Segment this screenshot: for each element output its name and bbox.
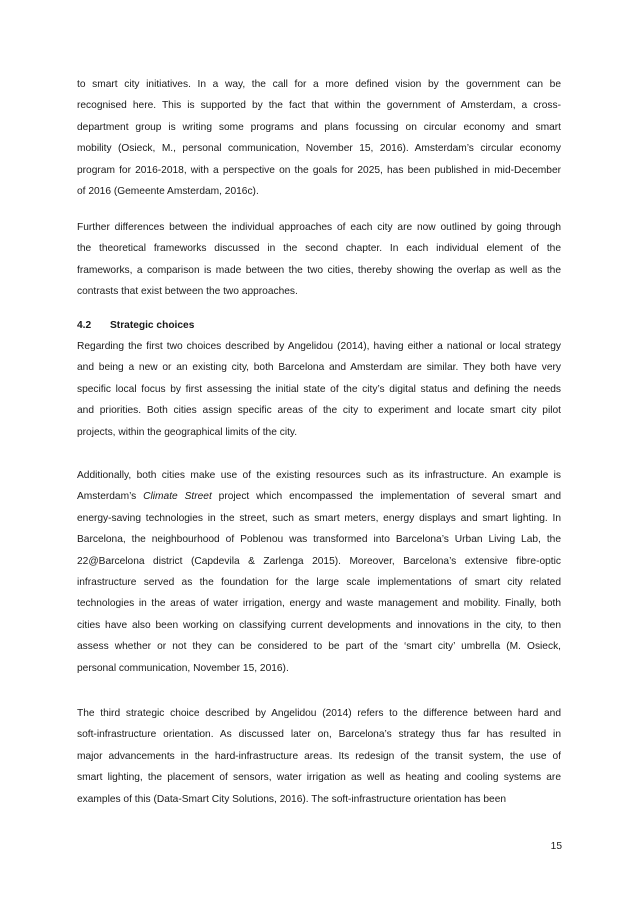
text-line: specific local focus by first assessing the initial state of the city’s digital status and defining the needs	[77, 383, 561, 395]
text-line: frameworks, a comparison is made between the two cities, thereby showing the overlap as well as the	[77, 264, 561, 276]
text-line: of 2016 (Gemeente Amsterdam, 2016c).	[77, 185, 259, 197]
text-line: soft-infrastructure orientation. As discussed later on, Barcelona’s strategy thus far has resulted in	[77, 729, 561, 741]
text-line: Regarding the first two choices described by Angelidou (2014), having either a national or local strategy	[77, 341, 561, 352]
text-line: personal communication, November 15, 2016).	[77, 662, 289, 674]
paragraph	[77, 703, 561, 810]
paragraph	[77, 74, 561, 202]
text-line: smart lighting, the placement of sensors, water irrigation as well as heating and cooling systems are	[77, 772, 561, 784]
text-line: Additionally, both cities make use of the existing resources such as its infrastructure. An example is	[77, 470, 561, 481]
text-line: technologies in the areas of water irrigation, energy and waste management and mobility. Finally, both	[77, 598, 561, 610]
text-line: assess whether or not they can be considered to be part of the ‘smart city’ umbrella (M. Osieck,	[77, 641, 561, 653]
text-line: 22@Barcelona district (Capdevila & Zarlenga 2015). Moreover, Barcelona’s extensive fibre-optic	[77, 555, 561, 567]
section-number: 4.2	[77, 320, 92, 331]
text-line: projects, within the geographical limits of the city.	[77, 426, 298, 438]
section-heading	[77, 315, 194, 336]
text-line: Barcelona, the neighbourhood of Poblenou was transformed into Barcelona’s Urban Living Lab, the	[77, 534, 561, 546]
text-line: energy-saving technologies in the street, such as smart meters, energy displays and smart lighting. In	[77, 512, 561, 524]
text-line: department group is writing some programs and plans focussing on circular economy and smart	[77, 121, 561, 133]
text-line: to smart city initiatives. In a way, the call for a more defined vision by the government can be	[77, 79, 561, 90]
paragraph	[77, 217, 561, 303]
text-line: recognised here. This is supported by the fact that within the government of Amsterdam, a cross-	[77, 100, 561, 112]
text-line: and being a new or an existing city, both Barcelona and Amsterdam are similar. They both have very	[77, 362, 561, 374]
paragraph	[77, 465, 561, 679]
paragraph	[77, 336, 561, 443]
text-line: the theoretical frameworks discussed in the second chapter. In each individual element of the	[77, 243, 561, 255]
text-line: Amsterdam’s Climate Street project which encompassed the implementation of several smart and	[77, 491, 561, 503]
page-number: 15	[550, 841, 562, 852]
text-line: examples of this (Data-Smart City Solutions, 2016). The soft-infrastructure orientation has been	[77, 793, 507, 805]
text-line: mobility (Osieck, M., personal communication, November 15, 2016). Amsterdam’s circular economy	[77, 143, 561, 155]
text-line: contrasts that exist between the two approaches.	[77, 286, 298, 298]
text-line: program for 2016-2018, with a perspective on the goals for 2025, has been published in mid-December	[77, 164, 561, 176]
text-line: infrastructure served as the foundation for the large scale implementations of smart city related	[77, 576, 561, 588]
text-line: cities have also been working on classifying current developments and innovations in the city, to then	[77, 619, 561, 631]
text-line: Further differences between the individual approaches of each city are now outlined by going through	[77, 222, 561, 233]
section-title: Strategic choices	[110, 320, 195, 331]
text-line: major advancements in the hard-infrastructure areas. Its redesign of the transit system, the use of	[77, 750, 561, 762]
text-line: The third strategic choice described by Angelidou (2014) refers to the difference between hard and	[77, 708, 561, 719]
text-line: and priorities. Both cities assign specific areas of the city to experiment and locate smart city pilot	[77, 405, 561, 417]
